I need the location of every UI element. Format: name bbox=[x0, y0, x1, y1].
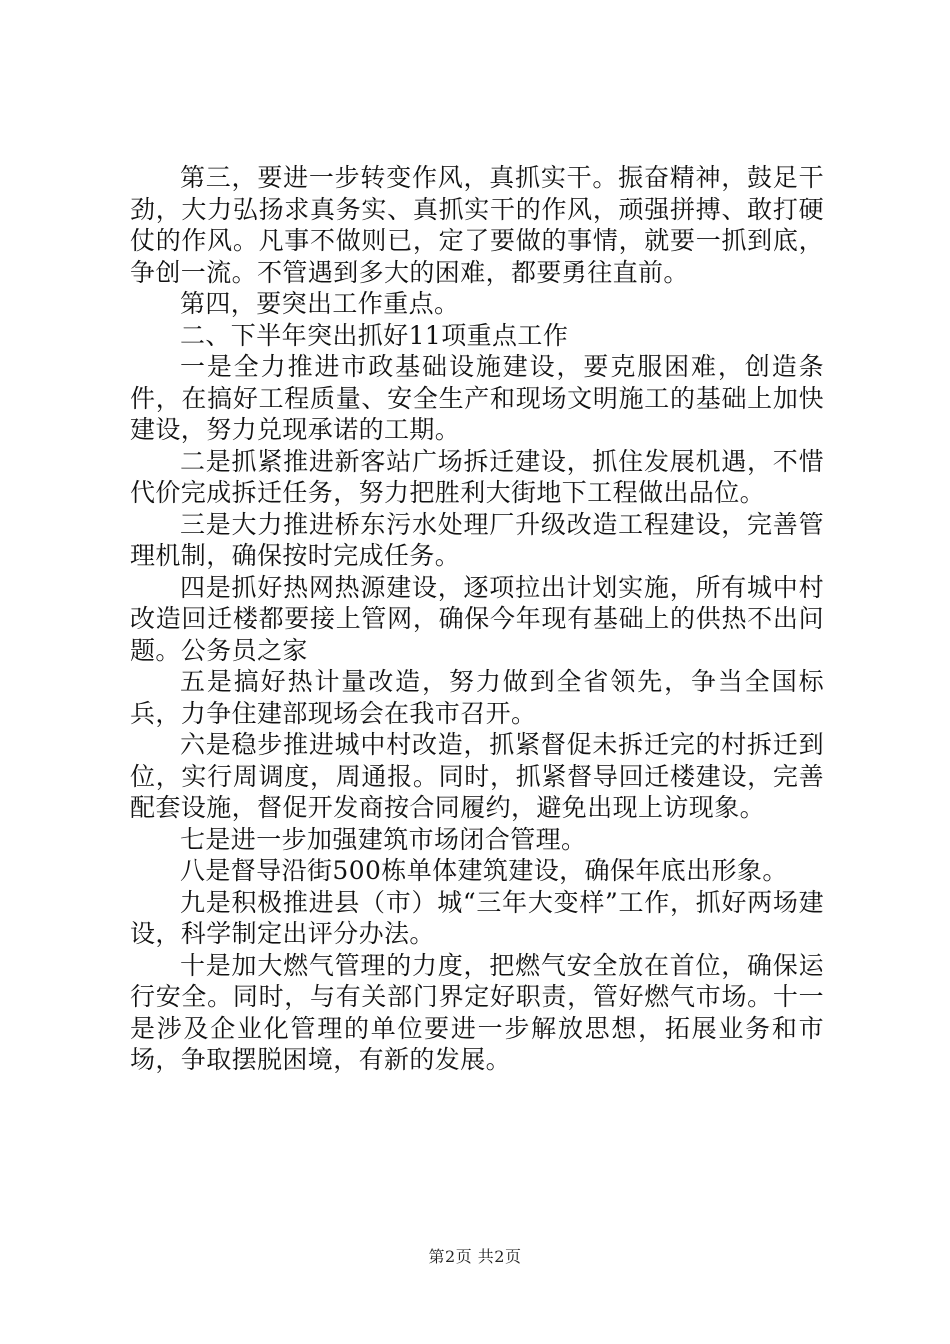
paragraph: 九是积极推进县（市）城“三年大变样”工作，抓好两场建设，科学制定出评分办法。 bbox=[130, 887, 824, 948]
paragraph: 七是进一步加强建筑市场闭合管理。 bbox=[180, 824, 587, 854]
paragraph: 八是督导沿街500栋单体建筑建设，确保年底出形象。 bbox=[180, 856, 788, 885]
paragraph: 一是全力推进市政基础设施建设，要克服困难，创造条件，在搞好工程质量、安全生产和现场文明施工的基础上加快建设，努力兑现承诺的工期。 bbox=[130, 352, 824, 444]
paragraph: 五是搞好热计量改造，努力做到全省领先，争当全国标兵，力争住建部现场会在我市召开。 bbox=[130, 667, 824, 728]
page-footer bbox=[0, 1244, 950, 1267]
paragraph: 第三，要进一步转变作风，真抓实干。振奋精神，鼓足干劲，大力弘扬求真务实、真抓实干的作风，顽强拼搏、敢打硬仗的作风。凡事不做则已，定了要做的事情，就要一抓到底，争创一流。不管遇到多大的困难，都要勇往直前。 bbox=[130, 163, 824, 287]
page-number-label: 第2页 共2页 bbox=[428, 1247, 522, 1266]
paragraph: 三是大力推进桥东污水处理厂升级改造工程建设，完善管理机制，确保按时完成任务。 bbox=[130, 509, 824, 570]
paragraph: 第四，要突出工作重点。 bbox=[180, 289, 460, 318]
paragraph: 二是抓紧推进新客站广场拆迁建设，抓住发展机遇，不惜代价完成拆迁任务，努力把胜利大街地下工程做出品位。 bbox=[130, 446, 824, 507]
section-heading: 二、下半年突出抓好11项重点工作 bbox=[180, 320, 569, 350]
paragraph: 六是稳步推进城中村改造，抓紧督促未拆迁完的村拆迁到位，实行周调度，周通报。同时，抓紧督导回迁楼建设，完善配套设施，督促开发商按合同履约，避免出现上访现象。 bbox=[130, 730, 824, 822]
paragraph: 十是加大燃气管理的力度，把燃气安全放在首位，确保运行安全。同时，与有关部门界定好职责，管好燃气市场。十一是涉及企业化管理的单位要进一步解放思想，拓展业务和市场，争取摆脱困境，有新的发展。 bbox=[130, 950, 824, 1074]
document-body bbox=[130, 162, 824, 1076]
paragraph: 四是抓好热网热源建设，逐项拉出计划实施，所有城中村改造回迁楼都要接上管网，确保今年现有基础上的供热不出问题。公务员之家 bbox=[130, 572, 824, 665]
